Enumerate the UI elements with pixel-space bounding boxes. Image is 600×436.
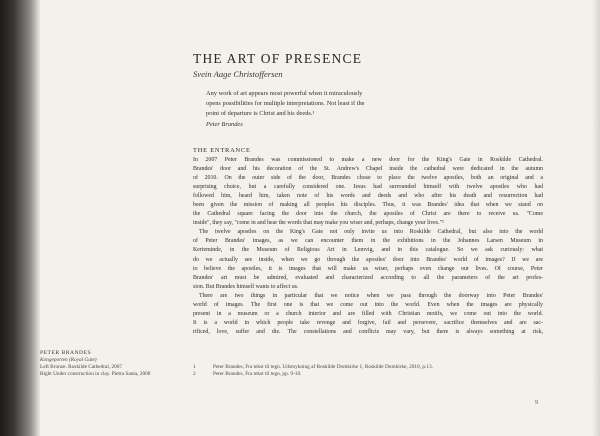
body-line: the Cathedral square facing the door into the church, the apostles of Christ are there to receive us. "Come (193, 211, 543, 218)
body-line: of Peter Brandes' images, as we can encounter them in the exhibitions in the Johannes Larsen Museum in (193, 238, 543, 245)
footnotes (193, 364, 513, 378)
page-edge (592, 0, 600, 436)
body-line: The twelve apostles on the King's Gate not only invite us into Roskilde Cathedral, but also into the world (199, 229, 543, 236)
body-line: It is a world in which people take revenge and forgive, fail and persevere, sacrifice themselves and are sac- (193, 319, 543, 326)
body-line: present in a museum or a church interior and are filled with Christian motifs, we come out into the world. (193, 310, 543, 317)
body-line: followed him, heard him, taken note of his words and deeds and who after his death and resurrection had (193, 193, 543, 200)
caption-artist: PETER BRANDES (40, 350, 92, 356)
body-line: sion. But Brandes himself wants to affect us. (193, 283, 299, 290)
footnote (193, 371, 513, 378)
epigraph-attribution: Peter Brandes (206, 120, 243, 128)
footnote-text: Peter Brandes, Fra tekst til tegn. Udsmykning af Roskilde Domkirke 1, Roskilde Domkirke, 2010, p.13. (213, 364, 433, 370)
body-line: been given the mission of making all peoples his disciples. Thus, it was Brandes' idea that when we stand on (193, 202, 543, 209)
book-gutter-shadow (0, 0, 40, 436)
body-line: do we actually see inside, when we go through the apostles' door into Brandes' world of images? If we are (193, 256, 543, 263)
body-line: Brandes' art must be admired, evaluated and characterized according to all the parameters of the art profes- (193, 274, 543, 281)
caption-line: Right Under construction in clay. Pietra Santa, 2008 (40, 370, 151, 377)
body-line: Brandes' door and his decoration of the St. Andrew's Chapel inside the cathedral were dedicated in the autumn (193, 166, 543, 173)
footnote-text: Peter Brandes, Fra tekst til tegn, pp. 9-10. (213, 371, 302, 378)
epigraph-line: point of departure is Christ and his deeds.¹ (206, 110, 315, 118)
article-author: Svein Aage Christoffersen (193, 69, 283, 79)
body-line: inside", they say, "come in and hear the words that may make you wiser and, perhaps, change your lives."² (193, 220, 444, 227)
body-text (193, 156, 543, 337)
footnote-number: 1 (193, 364, 196, 370)
epigraph (206, 89, 411, 130)
section-heading: THE ENTRANCE (193, 147, 251, 154)
body-line: surprising choice, but a carefully considered one. Jesus had surrounded himself with twelve apostles who had (193, 184, 543, 191)
epigraph-line: Any work of art appears most powerful when it miraculously (206, 90, 363, 97)
body-line: In 2007 Peter Brandes was commissioned to make a new door for the King's Gate in Roskilde Cathedral. (193, 157, 543, 163)
page-number: 9 (535, 400, 538, 406)
footnote-number: 2 (193, 371, 196, 378)
image-caption (40, 350, 190, 378)
epigraph-line: opens possibilities for multiple interpretations. Not least if the (206, 100, 365, 108)
body-line: to believe the apostles, it is images that will make us wiser, perhaps even change our lives. Of course, Peter (193, 265, 543, 272)
caption-title: Kongeporten (Royal Gate) (40, 356, 97, 363)
body-line: of 2010. On the outer side of the door, Brandes chose to place the twelve apostles, both an original and a (193, 175, 543, 182)
caption-line: Left Bronze. Roskilde Cathedral, 2007 (40, 363, 123, 370)
article-title: THE ART OF PRESENCE (193, 51, 363, 66)
body-line: world of images. The first one is that we come out into the world. Even when the images are physically (193, 301, 543, 308)
body-line: There are two things in particular that we notice when we pass through the doorway into Peter Brandes' (199, 292, 543, 299)
body-line: rificed, love, suffer and die. The constellations and conflicts may vary, but there is always something at risk, (193, 328, 543, 335)
footnote (193, 364, 513, 371)
body-line: Kerteminde, in the Museum of Religious Art in Lemvig, and in this catalogue. So we ask curiously: what (193, 247, 543, 254)
